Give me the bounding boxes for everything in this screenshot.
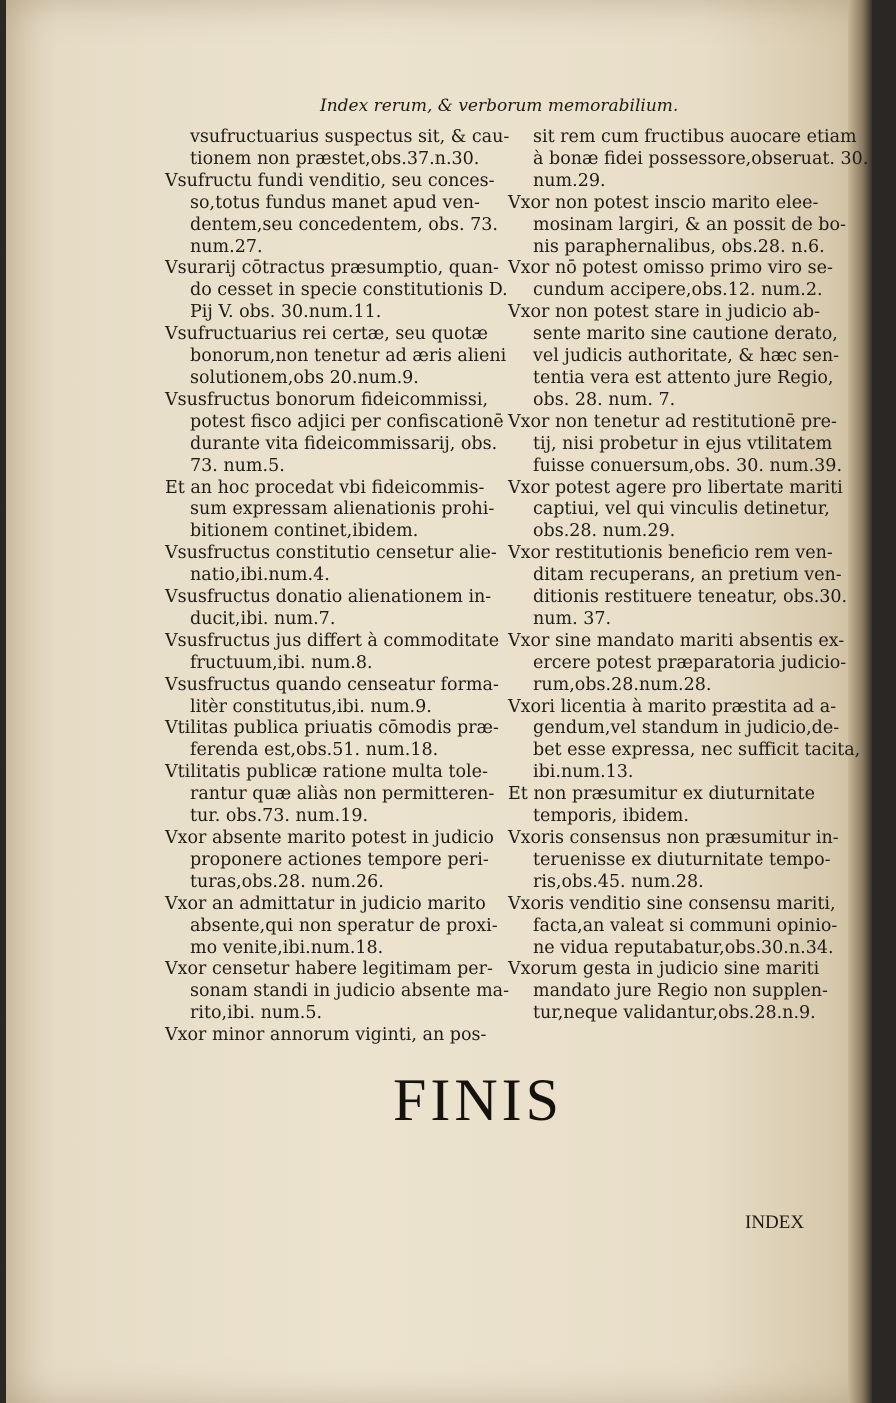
index-entry [165, 762, 495, 828]
index-entry-line: ducit,ibi. num.7. [190, 608, 336, 629]
index-entry [165, 1025, 487, 1047]
index-entry-line: temporis, ibidem. [533, 806, 689, 827]
index-entry-line: mo venite,ibi.num.18. [190, 937, 384, 958]
index-entry-line: cundum accipere,obs.12. num.2. [533, 280, 823, 301]
index-entry-line: Vxor minor annorum viginti, an pos- [165, 1025, 487, 1046]
index-entry [165, 543, 497, 587]
index-entry [508, 784, 834, 828]
index-entry-line: sum expressam alienationis prohi- [190, 499, 495, 520]
index-column-left [165, 127, 510, 1047]
index-entry [165, 893, 498, 960]
index-entry-line: Vxorum gesta in judicio sine mariti [508, 959, 820, 980]
index-entry [165, 170, 498, 259]
index-entry-line: num. 37. [533, 608, 612, 629]
index-column-right [508, 127, 869, 1025]
index-entry-line: durante vita fideicommissarij, obs. [190, 433, 498, 454]
index-entry-line: Et non præsumitur ex diuturnitate [508, 784, 815, 805]
index-entry-line: 73. num.5. [190, 455, 285, 476]
index-entry-line: bitionem continet,ibidem. [190, 521, 419, 542]
index-entry-line: vsufructuarius suspectus sit, & cau- [190, 127, 510, 147]
index-entry-line: Pij V. obs. 30.num.11. [190, 302, 382, 323]
index-entry-line: Vxoris consensus non præsumitur in- [508, 828, 839, 848]
index-entry-line: num.27. [190, 236, 263, 257]
index-entry [508, 477, 843, 544]
index-entry-line: dentem,seu concedentem, obs. 73. [190, 214, 498, 235]
index-entry-line: obs.28. num.29. [533, 521, 676, 542]
index-entry-line: Vxor non potest stare in judicio ab- [508, 302, 821, 323]
index-entry-line: mandato jure Regio non supplen- [533, 981, 828, 1002]
index-entry-line: potest fisco adjici per confiscationē [190, 411, 504, 432]
index-entry-line: ercere potest præparatoria judicio- [533, 652, 847, 673]
index-entry-line: à bonæ fidei possessore,obseruat. 30. [533, 148, 869, 169]
index-entry-line: Vxori licentia à marito præstita ad a- [508, 696, 837, 717]
index-entry-line: solutionem,obs 20.num.9. [190, 367, 419, 388]
index-entry [165, 718, 499, 762]
index-entry-line: Vxor sine mandato mariti absentis ex- [508, 630, 845, 651]
index-entry-line: sente marito sine cautione derato, [533, 324, 838, 345]
index-entry-line: Vxor non tenetur ad restitutionē pre- [508, 411, 837, 432]
index-entry-line: rum,obs.28.num.28. [533, 674, 712, 695]
index-entry-line: Vsusfructus bonorum fideicommissi, [165, 389, 489, 410]
index-entry-line: do cesset in specie constitutionis D. [190, 280, 508, 301]
index-entry-line: natio,ibi.num.4. [190, 565, 330, 586]
index-entry [508, 258, 834, 302]
index-entry-line: obs. 28. num. 7. [533, 389, 676, 410]
index-entry-line: tentia vera est attento jure Regio, [533, 367, 834, 388]
index-entry-line: ne vidua reputabatur,obs.30.n.34. [533, 937, 834, 958]
index-entry-line: teruenisse ex diuturnitate tempo- [533, 849, 831, 870]
index-entry [165, 389, 504, 478]
index-entry-line: tionem non præstet,obs.37.n.30. [190, 148, 480, 169]
running-header: Index rerum, & verborum memorabilium. [320, 96, 679, 116]
index-entry-line: ditionis restituere teneatur, obs.30. [533, 587, 848, 608]
index-entry-line: tur. obs.73. num.19. [190, 806, 369, 827]
index-entry-line: Vxor non potest inscio marito elee- [508, 192, 819, 213]
index-entry-line: ris,obs.45. num.28. [533, 871, 704, 892]
catchword: INDEX [745, 1212, 805, 1233]
index-entry-line: Vxoris venditio sine consensu mariti, [508, 893, 836, 914]
index-entry [165, 127, 510, 171]
index-entry [165, 324, 507, 390]
index-entry [165, 477, 495, 544]
index-entry [165, 587, 492, 631]
index-entry-line: num.29. [533, 170, 606, 191]
index-entry-line: captiui, vel qui vinculis detinetur, [533, 499, 830, 520]
index-entry-line: vel judicis authoritate, & hæc sen- [533, 346, 840, 367]
index-entry-line: bonorum,non tenetur ad æris alieni [190, 346, 507, 367]
index-entry-line: proponere actiones tempore peri- [190, 849, 489, 870]
index-entry-line: Vsufructuarius rei certæ, seu quotæ [165, 324, 488, 345]
index-entry-line: rantur quæ aliàs non permitteren- [190, 784, 495, 805]
index-entry [508, 411, 843, 478]
index-entry [508, 696, 861, 785]
index-entry-line: sonam standi in judicio absente ma- [190, 981, 510, 1002]
index-entry-line: Vxor potest agere pro libertate mariti [508, 477, 843, 498]
index-entry [508, 959, 834, 1025]
index-entry [508, 127, 869, 193]
index-entry-line: Vxor censetur habere legitimam per- [165, 959, 493, 980]
index-entry-line: Vtilitas publica priuatis cōmodis præ- [165, 718, 499, 739]
index-entry-line: Vsusfructus constitutio censetur alie- [165, 543, 497, 564]
index-entry [508, 630, 847, 697]
index-entry-line: Vsusfructus quando censeatur forma- [165, 674, 499, 695]
index-entry [508, 543, 848, 631]
index-entry-line: ferenda est,obs.51. num.18. [190, 740, 439, 761]
index-entry-line: tur,neque validantur,obs.28.n.9. [533, 1003, 816, 1024]
index-entry [165, 630, 500, 675]
index-entry-line: gendum,vel standum in judicio,de- [533, 718, 840, 739]
index-entry [165, 959, 510, 1025]
index-entry-line: Et an hoc procedat vbi fideicommis- [165, 477, 485, 498]
index-entry-line: Vsusfructus donatio alienationem in- [165, 587, 492, 608]
index-entry [508, 302, 840, 412]
index-entry-line: bet esse expressa, nec sufficit tacita, [533, 740, 861, 761]
index-entry-line: nis paraphernalibus, obs.28. n.6. [533, 236, 825, 257]
index-entry [508, 192, 846, 259]
index-entry-line: Vxor nō potest omisso primo viro se- [508, 258, 833, 279]
index-entry [165, 674, 499, 719]
index-entry-line: ibi.num.13. [533, 762, 634, 783]
index-entry-line: Vxor restitutionis beneficio rem ven- [508, 543, 833, 564]
index-entry-line: facta,an valeat si communi opinio- [533, 915, 838, 936]
index-entry-line: ditam recuperans, an pretium ven- [533, 565, 842, 586]
index-entry-line: fructuum,ibi. num.8. [190, 652, 373, 673]
index-entry-line: Vxor an admittatur in judicio marito [165, 893, 486, 914]
index-entry-line: tij, nisi probetur in ejus vtilitatem [533, 433, 833, 454]
index-entry-line: Vsusfructus jus differt à commoditate [165, 630, 500, 651]
index-entry [165, 828, 494, 894]
index-entry [165, 258, 508, 324]
index-entry [508, 828, 839, 894]
index-entry-line: Vtilitatis publicæ ratione multa tole- [165, 762, 488, 783]
index-entry-line: so,totus fundus manet apud ven- [190, 192, 480, 213]
index-entry-line: Vsurarij cōtractus præsumptio, quan- [165, 258, 499, 279]
index-entry-line: absente,qui non speratur de proxi- [190, 915, 498, 936]
index-entry-line: mosinam largiri, & an possit de bo- [533, 214, 846, 235]
index-entry-line: turas,obs.28. num.26. [190, 871, 384, 892]
index-entry-line: Vxor absente marito potest in judicio [165, 828, 494, 848]
finis-title: FINIS [393, 1067, 564, 1133]
page-edge [848, 0, 872, 1403]
index-entry [508, 893, 838, 960]
index-entry-line: fuisse conuersum,obs. 30. num.39. [533, 455, 843, 476]
index-entry-line: sit rem cum fructibus auocare etiam [533, 127, 857, 147]
index-entry-line: litèr constitutus,ibi. num.9. [190, 696, 432, 717]
index-entry-line: Vsufructu fundi venditio, seu conces- [165, 170, 495, 191]
index-entry-line: rito,ibi. num.5. [190, 1003, 323, 1024]
